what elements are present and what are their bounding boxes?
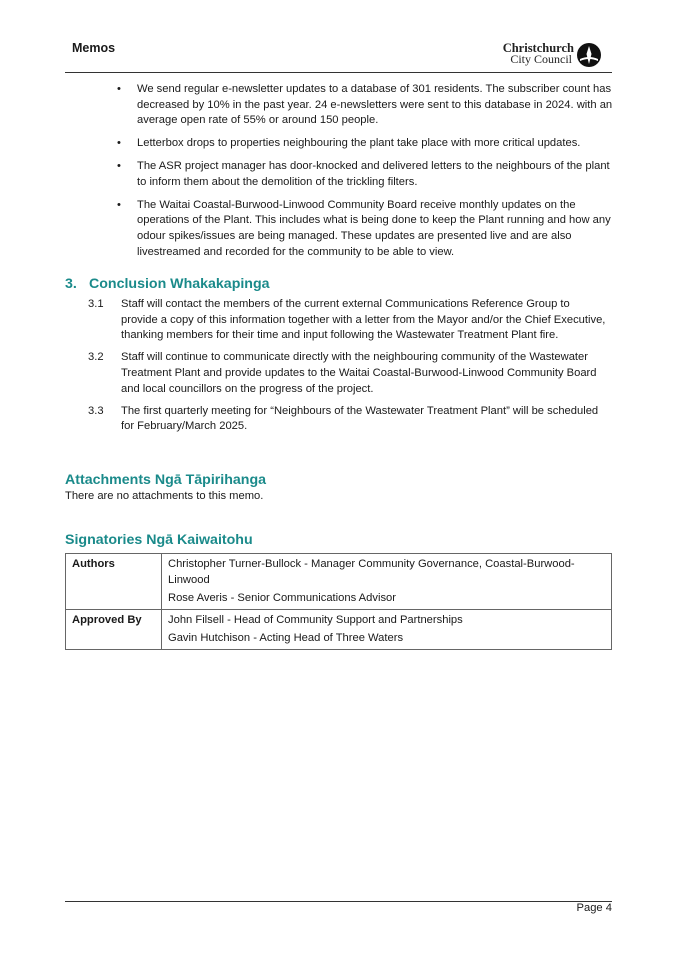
signatories-table (65, 553, 612, 650)
list-item: • The Waitai Coastal-Burwood-Linwood Community Board receive monthly updates on the operations of the Plant. This includes what is being done to keep the Plant running and how any odour spikes/issues are being managed. These updates are presented live and are also livestreamed and recorded for the community to be able to view. (117, 198, 611, 258)
bullet-icon: • (117, 160, 121, 173)
authors-label: Authors (66, 554, 162, 610)
table-row (66, 554, 612, 610)
list-item: • The ASR project manager has door-knocked and delivered letters to the neighbours of the plant to inform them about the demolition of the trickling filters. (117, 160, 610, 188)
item-text: Staff will continue to communicate directly with the neighbouring community of the Wastewater Treatment Plant and provide updates to the Waitai Coastal-Burwood-Linwood Community Board and local councillors on the progress of the project. (121, 351, 597, 395)
bullet-icon: • (117, 83, 121, 95)
footer-rule (65, 901, 612, 902)
approver-name: Gavin Hutchison - Acting Head of Three Waters (168, 632, 404, 644)
list-item: • Letterbox drops to properties neighbouring the plant take place with more critical updates. (117, 136, 617, 152)
bullet-icon: • (117, 198, 121, 211)
author-name: Christopher Turner-Bullock - Manager Community Governance, Coastal-Burwood-Linwood (168, 558, 575, 586)
page-number: Page 4 (576, 902, 612, 914)
cathedral-icon (576, 42, 602, 68)
numbered-item (88, 297, 608, 344)
bullet-list (117, 82, 617, 268)
approved-label: Approved By (66, 610, 162, 650)
author-name: Rose Averis - Senior Communications Advisor (168, 592, 396, 604)
header-rule (65, 72, 612, 73)
council-logo (498, 42, 602, 68)
section-number: 3. (65, 276, 77, 292)
item-number: 3.1 (88, 298, 104, 310)
item-text: Staff will contact the members of the current external Communications Reference Group to provide a copy of this information together with a letter from the Mayor and/or the Chief Executive, thanking members for their time and input following the Wastewater Treatment Plant fire. (121, 298, 606, 342)
conclusion-heading (65, 275, 270, 293)
item-number: 3.2 (88, 351, 104, 364)
item-number: 3.3 (88, 404, 104, 417)
logo-line-1: Christchurch (502, 41, 574, 55)
attachments-heading: Attachments Ngā Tāpirihanga (65, 472, 267, 488)
attachments-text: There are no attachments to this memo. (65, 490, 264, 502)
numbered-item (88, 404, 608, 435)
bullet-icon: • (117, 137, 121, 150)
authors-cell (162, 554, 612, 610)
section-title: Conclusion Whakakapinga (89, 276, 270, 292)
memo-header-title: Memos (72, 41, 116, 55)
numbered-item (88, 350, 608, 397)
table-row (66, 610, 612, 650)
item-text: The first quarterly meeting for “Neighbours of the Wastewater Treatment Plant” will be scheduled for February/March 2025. (121, 404, 599, 433)
signatories-heading: Signatories Ngā Kaiwaitohu (65, 532, 253, 548)
list-item: • We send regular e-newsletter updates to a database of 301 residents. The subscriber count has decreased by 10% in the past year. 24 e-newsletters were sent to this database in 2024. with an average open rate of 55% or around 150 people. (117, 83, 613, 127)
approved-cell (162, 610, 612, 650)
conclusion-list (88, 297, 608, 442)
logo-line-2: City Council (510, 52, 572, 66)
approver-name: John Filsell - Head of Community Support and Partnerships (168, 614, 463, 626)
